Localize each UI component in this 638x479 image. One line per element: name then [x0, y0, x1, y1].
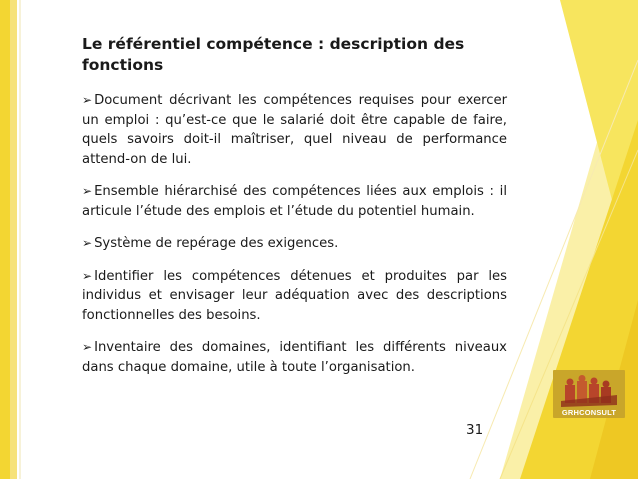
list-item — [82, 338, 507, 377]
list-item — [82, 91, 507, 169]
bullet-list — [82, 91, 507, 390]
arrow-bullet-icon: ➢ — [82, 340, 93, 354]
list-item — [82, 267, 507, 326]
left-bar — [0, 0, 10, 479]
grhconsult-logo-icon — [559, 375, 619, 409]
arrow-bullet-icon: ➢ — [82, 236, 93, 250]
list-item — [82, 182, 507, 221]
bullet-text: Système de repérage des exigences. — [94, 236, 339, 251]
list-item — [82, 234, 507, 254]
page-number: 31 — [466, 422, 484, 438]
arrow-bullet-icon: ➢ — [82, 184, 93, 198]
bullet-text: Inventaire des domaines, identifiant les différents niveaux dans chaque domaine, utile à toute l’organisation. — [82, 340, 507, 375]
slide-title: Le référentiel compétence : description des fonctions — [82, 35, 465, 74]
bullet-text: Identifier les compétences détenues et produites par les individus et envisager leur adéquation avec des descriptions fonctionnelles des besoins. — [82, 268, 507, 323]
bullet-text: Document décrivant les compétences requises pour exercer un emploi : qu’est-ce que le salarié doit être capable de faire, quels savoirs doit-il maîtriser, quel niveau de performance attend-on de lui. — [82, 93, 507, 167]
arrow-bullet-icon: ➢ — [82, 93, 93, 107]
logo-text: GRHCONSULT — [561, 408, 617, 417]
bullet-text: Ensemble hiérarchisé des compétences liées aux emplois : il articule l’étude des emplois et l’étude du potentiel humain. — [82, 184, 507, 219]
arrow-bullet-icon: ➢ — [82, 268, 93, 283]
